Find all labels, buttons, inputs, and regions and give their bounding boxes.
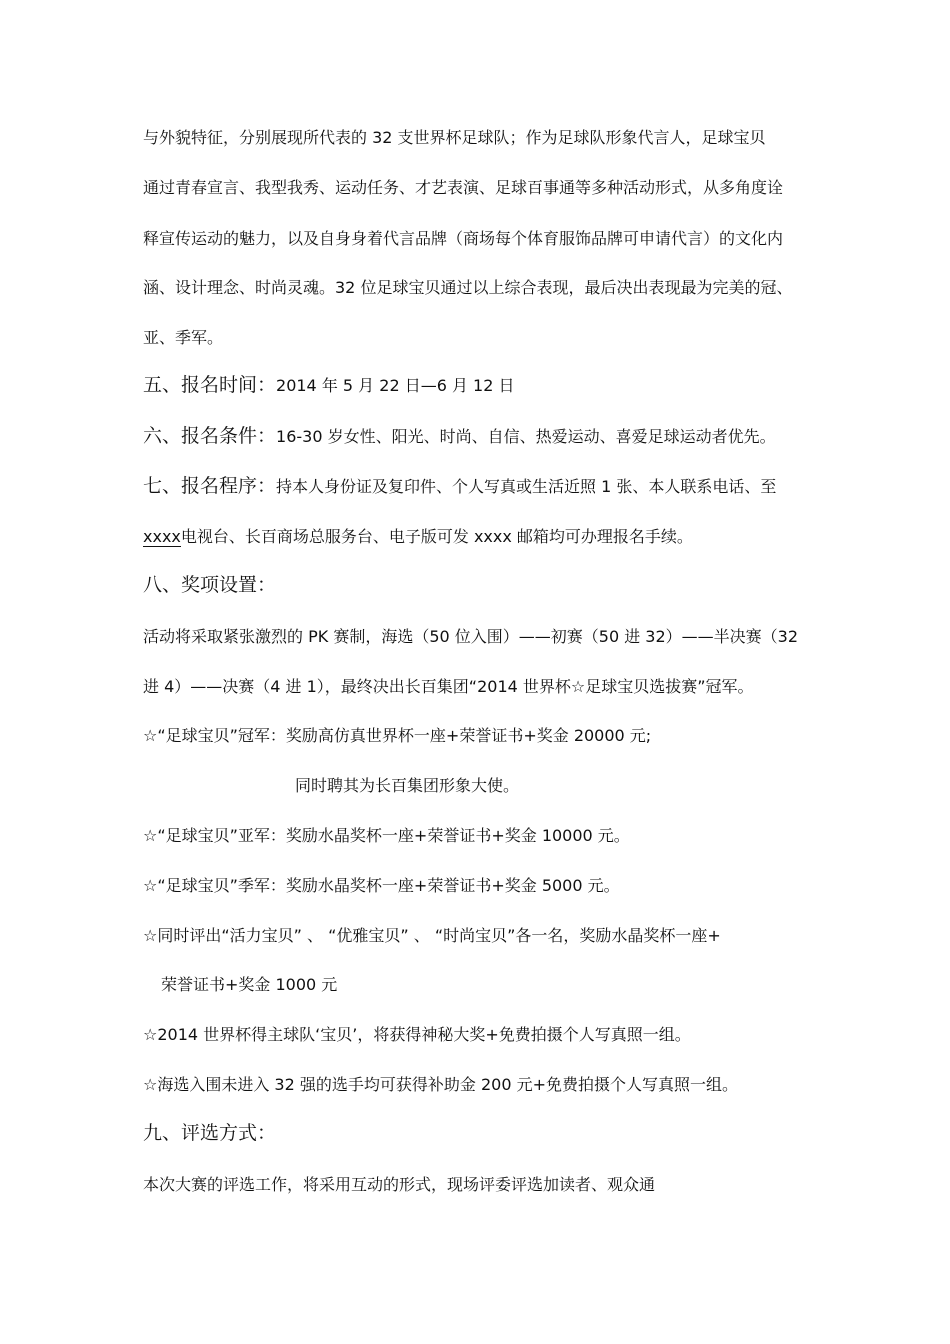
- section-title: 七、报名程序：: [143, 475, 277, 497]
- section-registration-conditions: [143, 425, 776, 448]
- section-body: 16-30 岁女性、阳光、时尚、自信、热爱运动、喜爱足球运动者优先。: [276, 427, 776, 446]
- section-title: 六、报名条件：: [143, 425, 277, 447]
- intro-line-4: 涵、设计理念、时尚灵魂。32 位足球宝贝通过以上综合表现，最后决出表现最为完美的冠、: [143, 278, 793, 297]
- prize-special-line-1: ☆同时评出“活力宝贝” 、 “优雅宝贝” 、 “时尚宝贝”各一名，奖励水晶奖杯一座+: [143, 926, 721, 945]
- intro-line-5: 亚、季军。: [143, 328, 224, 347]
- prize-champion-extra: 同时聘其为长百集团形象大使。: [295, 776, 520, 795]
- section-body: 持本人身份证及复印件、个人写真或生活近照 1 张、本人联系电话、至: [276, 477, 777, 496]
- intro-line-1: 与外貌特征，分别展现所代表的 32 支世界杯足球队；作为足球队形象代言人，足球宝贝: [143, 128, 766, 147]
- prize-third: ☆“足球宝贝”季军：奖励水晶奖杯一座+荣誉证书+奖金 5000 元。: [143, 876, 620, 895]
- section-title: 五、报名时间：: [143, 374, 277, 396]
- prize-team: ☆2014 世界杯得主球队‘宝贝’，将获得神秘大奖+免费拍摄个人写真照一组。: [143, 1025, 691, 1044]
- intro-line-3: 释宣传运动的魅力，以及自身身着代言品牌（商场每个体育服饰品牌可申请代言）的文化内: [143, 229, 784, 248]
- prize-champion: ☆“足球宝贝”冠军：奖励高仿真世界杯一座+荣誉证书+奖金 20000 元;: [143, 726, 652, 745]
- underlined-placeholder: xxxx: [143, 527, 181, 546]
- procedure-line-2: [143, 526, 693, 548]
- prize-special-line-2: 荣誉证书+奖金 1000 元: [161, 975, 338, 994]
- awards-para-line-1: 活动将采取紧张激烈的 PK 赛制，海选（50 位入围）——初赛（50 进 32）——半决赛（32: [143, 627, 799, 646]
- prize-consolation: ☆海选入围未进入 32 强的选手均可获得补助金 200 元+免费拍摄个人写真照一组。: [143, 1075, 738, 1094]
- prize-second: ☆“足球宝贝”亚军：奖励水晶奖杯一座+荣誉证书+奖金 10000 元。: [143, 826, 630, 845]
- section-registration-procedure: [143, 475, 776, 498]
- section-title: 八、奖项设置：: [143, 574, 277, 596]
- intro-line-2: 通过青春宣言、我型我秀、运动任务、才艺表演、足球百事通等多种活动形式，从多角度诠: [143, 178, 784, 197]
- section-title: 九、评选方式：: [143, 1122, 277, 1144]
- section-registration-time: [143, 374, 515, 397]
- section-awards: [143, 574, 276, 596]
- section-body: 2014 年 5 月 22 日—6 月 12 日: [276, 376, 515, 395]
- awards-para-line-2: 进 4）——决赛（4 进 1），最终决出长百集团“2014 世界杯☆足球宝贝选拔赛”冠军。: [143, 677, 754, 696]
- judging-body: 本次大赛的评选工作，将采用互动的形式，现场评委评选加读者、观众通: [143, 1175, 656, 1194]
- section-judging: [143, 1122, 276, 1144]
- procedure-line-2-rest: 电视台、长百商场总服务台、电子版可发 xxxx 邮箱均可办理报名手续。: [180, 527, 693, 546]
